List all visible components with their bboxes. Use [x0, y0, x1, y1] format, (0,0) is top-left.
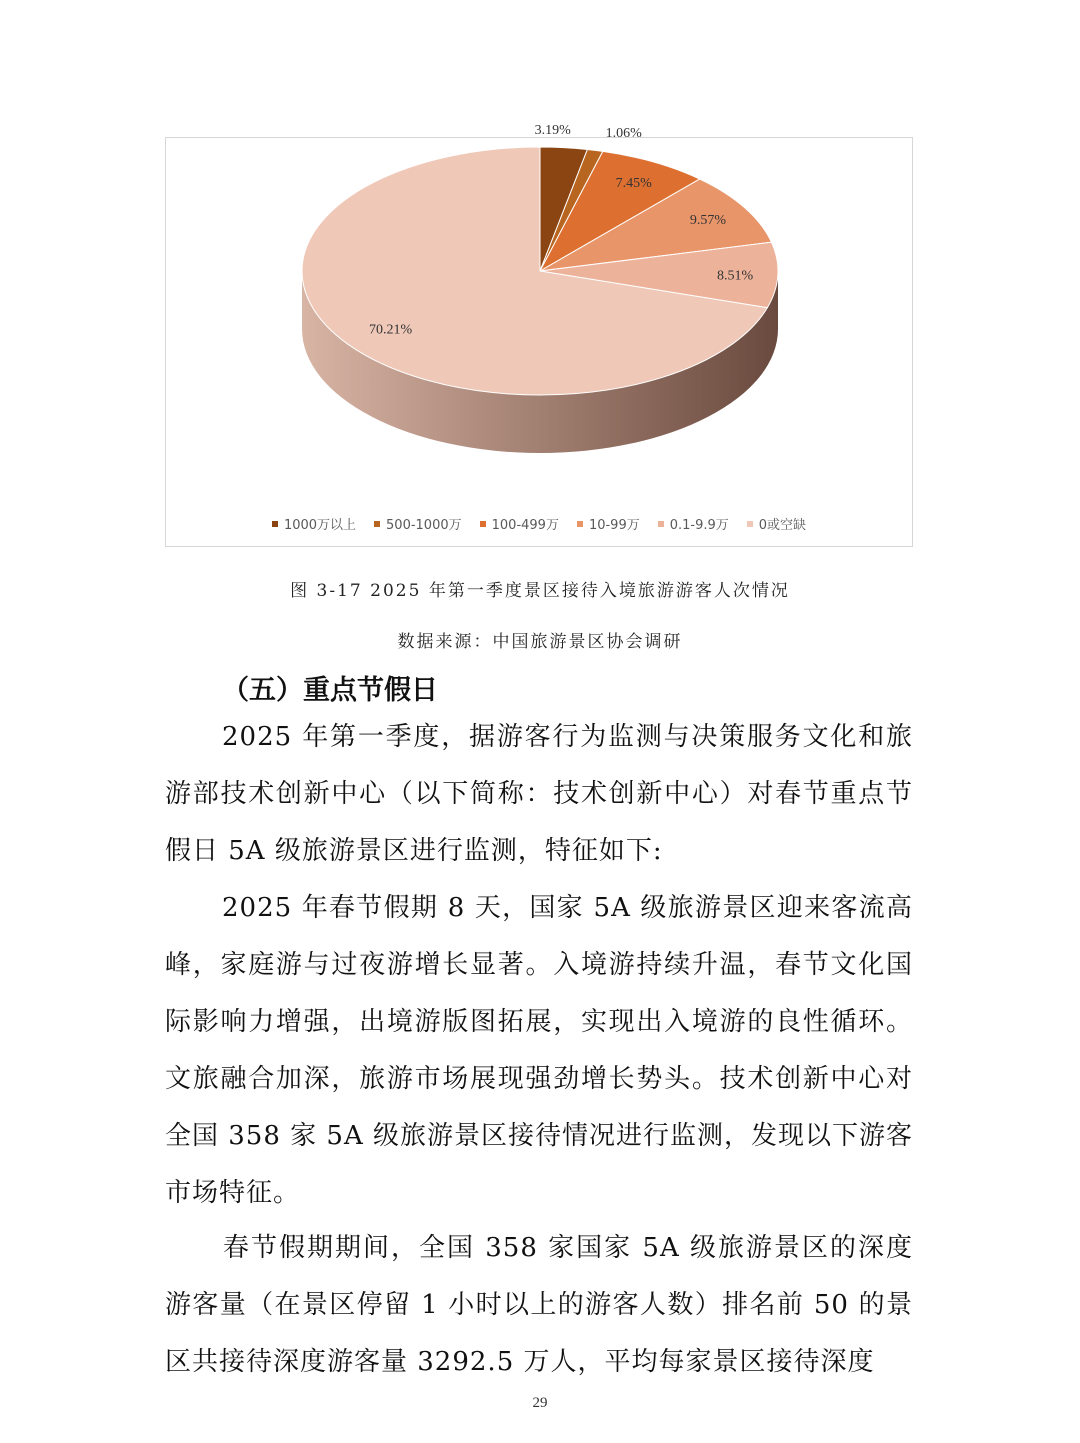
legend-item	[577, 514, 640, 533]
legend-item	[747, 514, 806, 533]
legend-label: 100-499万	[491, 518, 559, 533]
legend-item	[374, 514, 462, 533]
paragraph-1-text: 2025 年第一季度，据游客行为监测与决策服务文化和旅游部技术创新中心（以下简称：技术创新中心）对春节重点节假日 5A 级旅游景区进行监测，特征如下:	[165, 722, 913, 866]
chart-legend	[166, 514, 912, 533]
legend-swatch	[747, 521, 753, 527]
pie-data-label: 9.57%	[689, 213, 726, 229]
pie-data-label: 1.06%	[605, 125, 642, 141]
pie-chart	[165, 122, 913, 547]
paragraph-3-text: 春节假期期间，全国 358 家国家 5A 级旅游景区的深度游客量（在景区停留 1 小时以上的游客人数）排名前 50 的景区共接待深度游客量 3292.5 万人，平均每家景区接待深度	[165, 1233, 913, 1377]
legend-item	[272, 514, 356, 533]
pie-data-label: 3.19%	[534, 122, 571, 138]
page-number: 29	[532, 1395, 548, 1411]
legend-label: 500-1000万	[386, 518, 462, 533]
paragraph-3	[165, 1220, 913, 1391]
legend-swatch	[658, 521, 664, 527]
section-heading: （五）重点节假日	[222, 675, 438, 706]
legend-swatch	[374, 521, 380, 527]
legend-item	[480, 514, 559, 533]
legend-label: 10-99万	[588, 518, 640, 533]
paragraph-2-text: 2025 年春节假期 8 天，国家 5A 级旅游景区迎来客流高峰，家庭游与过夜游增长显著。入境游持续升温，春节文化国际影响力增强，出境游版图拓展，实现出入境游的良性循环。文旅融合加深，旅游市场展现强劲增长势头。技术创新中心对全国 358 家 5A 级旅游景区接待情况进行监测，发现以下游客市场特征。	[165, 893, 914, 1208]
figure-source: 数据来源：中国旅游景区协会调研	[397, 632, 683, 652]
pie-data-label: 70.21%	[368, 322, 413, 338]
legend-swatch	[577, 521, 583, 527]
pie-chart-canvas	[166, 122, 914, 508]
figure-caption: 图 3-17 2025 年第一季度景区接待入境旅游游客人次情况	[290, 581, 790, 601]
legend-item	[658, 514, 729, 533]
paragraph-2	[165, 880, 913, 1222]
pie-slices	[302, 147, 778, 395]
pie-data-label: 7.45%	[615, 175, 652, 191]
pie-data-label: 8.51%	[716, 268, 754, 284]
legend-label: 0.1-9.9万	[669, 518, 729, 533]
legend-swatch	[272, 521, 278, 527]
paragraph-1	[165, 709, 913, 880]
legend-label: 0或空缺	[758, 518, 807, 533]
legend-swatch	[480, 521, 486, 527]
legend-label: 1000万以上	[283, 518, 357, 533]
